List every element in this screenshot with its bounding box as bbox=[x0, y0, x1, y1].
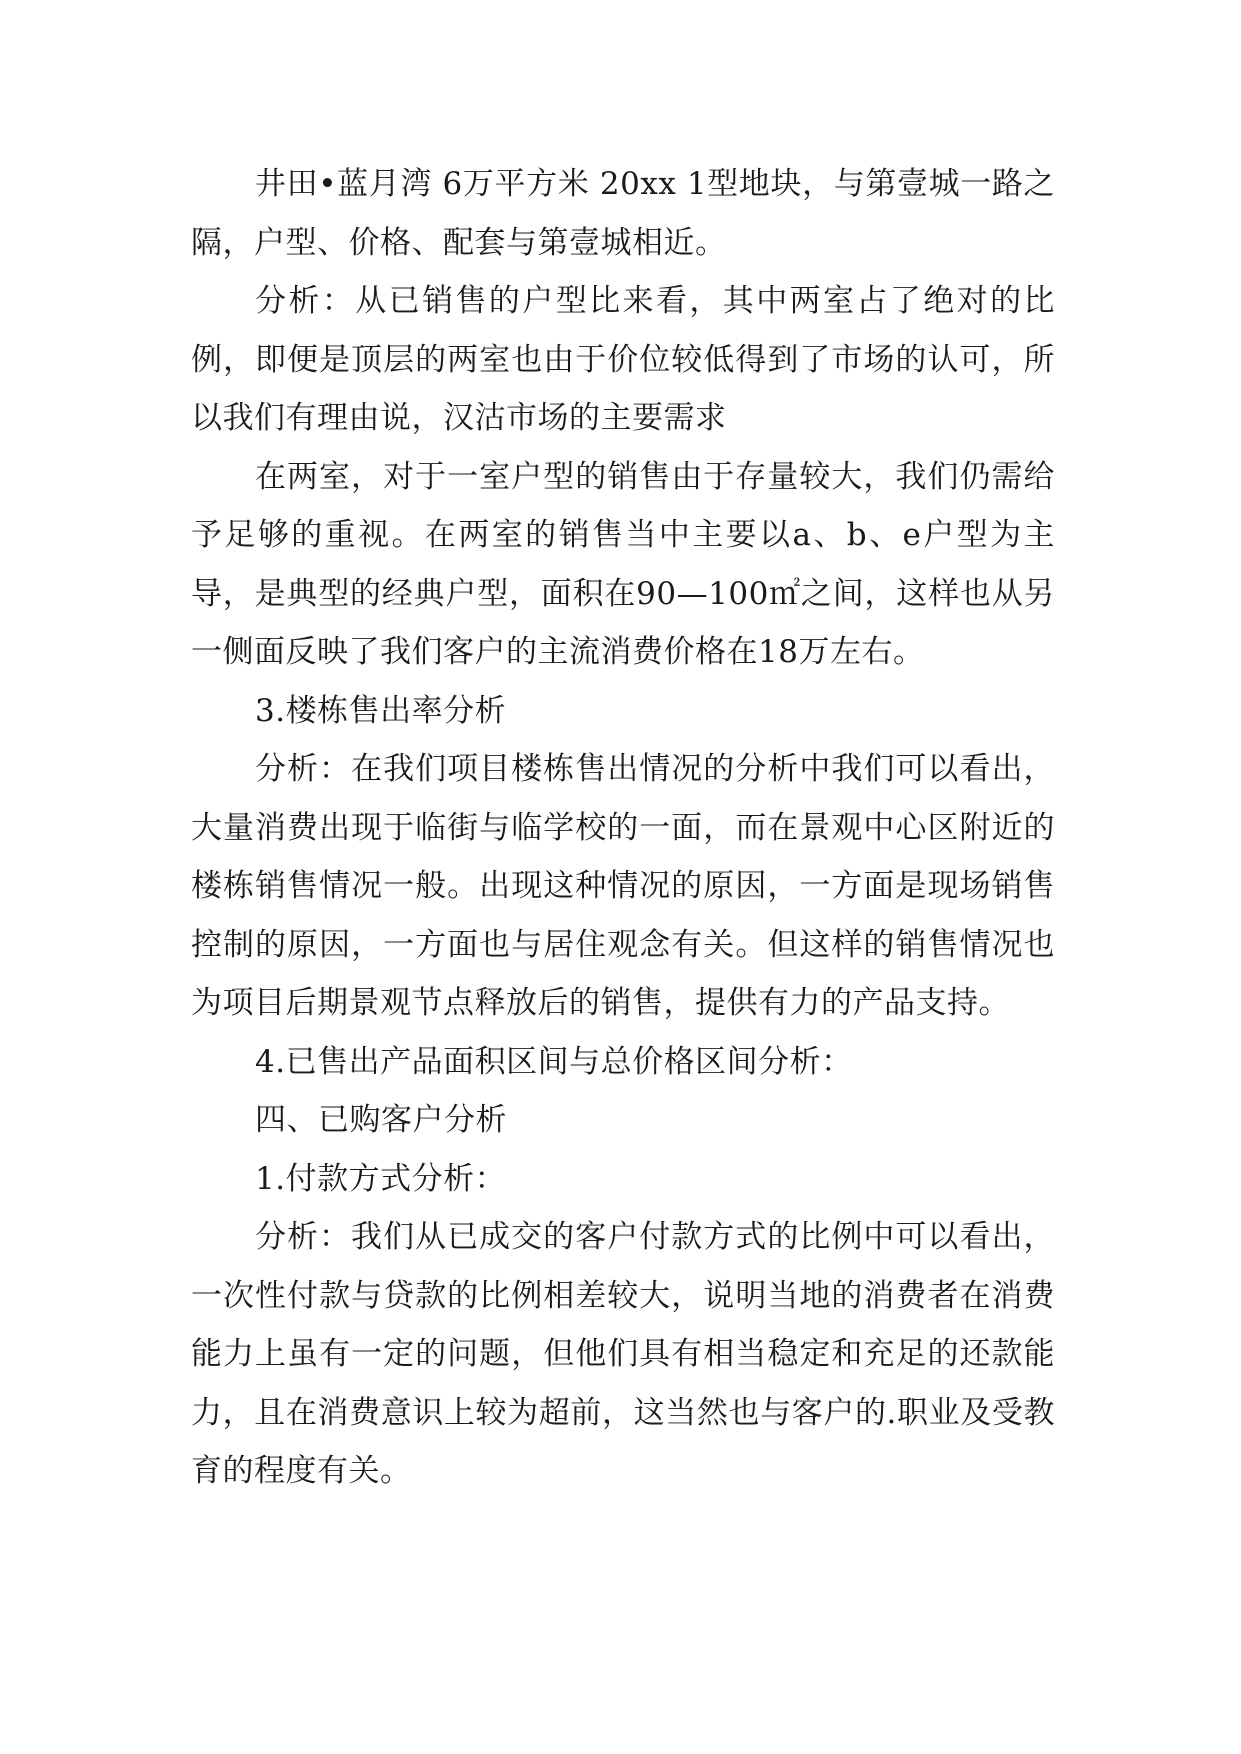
paragraph-payment-analysis: 分析：我们从已成交的客户付款方式的比例中可以看出，一次性付款与贷款的比例相差较大，说明当地的消费者在消费能力上虽有一定的问题，但他们具有相当稳定和充足的还款能力，且在消费意识上较为超前，这当然也与客户的.职业及受教育的程度有关。 bbox=[191, 1219, 1055, 1489]
heading-area-price-range: 4.已售出产品面积区间与总价格区间分析： bbox=[255, 1043, 853, 1080]
document-body bbox=[191, 155, 1055, 1501]
heading-payment-method: 1.付款方式分析： bbox=[255, 1160, 507, 1197]
heading-building-sales-rate: 3.楼栋售出率分析 bbox=[255, 692, 507, 729]
heading-customer-analysis: 四、已购客户分析 bbox=[255, 1102, 507, 1138]
paragraph-building-sales-analysis: 分析：在我们项目楼栋售出情况的分析中我们可以看出，大量消费出现于临街与临学校的一面，而在景观中心区附近的楼栋销售情况一般。出现这种情况的原因，一方面是现场销售控制的原因，一方面也与居住观念有关。但这样的销售情况也为项目后期景观节点释放后的销售，提供有力的产品支持。 bbox=[191, 751, 1055, 1021]
paragraph-unit-type-analysis: 分析：从已销售的户型比来看，其中两室占了绝对的比例，即便是顶层的两室也由于价位较低得到了市场的认可，所以我们有理由说，汉沽市场的主要需求 bbox=[191, 283, 1055, 436]
paragraph-two-room-demand: 在两室，对于一室户型的销售由于存量较大，我们仍需给予足够的重视。在两室的销售当中主要以a、b、e户型为主导，是典型的经典户型，面积在90—100㎡之间，这样也从另一侧面反映了我们客户的主流消费价格在18万左右。 bbox=[191, 458, 1055, 670]
paragraph-jingtian-lanyuewan: 井田•蓝月湾 6万平方米 20xx 1型地块，与第壹城一路之隔，户型、价格、配套与第壹城相近。 bbox=[191, 166, 1055, 261]
